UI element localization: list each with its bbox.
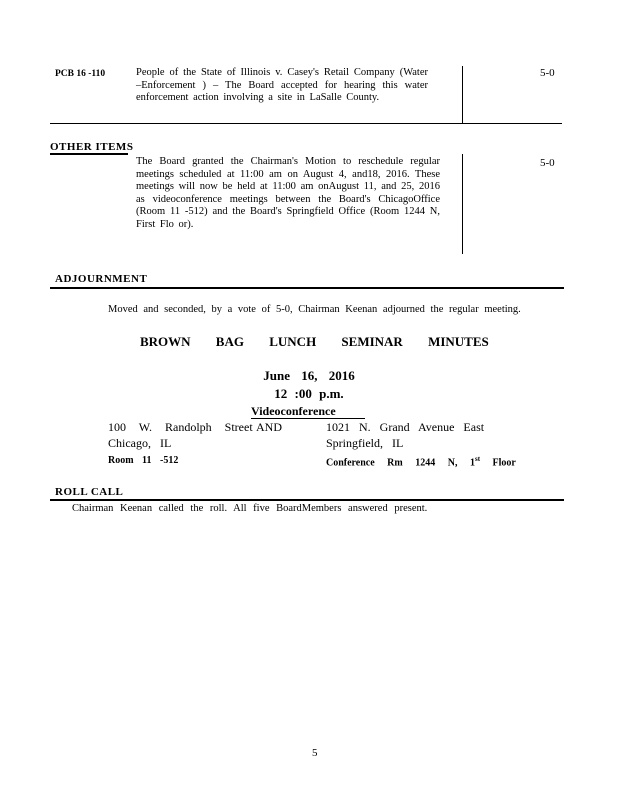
roll-call-heading-text: ROLL CALL	[55, 486, 124, 498]
other-items-column-divider	[462, 154, 463, 254]
seminar-right-room-prefix: Conference Rm 1244 N, 1	[326, 457, 475, 469]
seminar-title: BROWN BAG LUNCH SEMINAR MINUTES	[140, 334, 489, 349]
seminar-left-room: Room 11 -512	[108, 455, 179, 466]
case-number: PCB 16 -110	[55, 69, 106, 79]
seminar-time: 12 :00 p.m.	[274, 386, 344, 401]
case-vote: 5-0	[540, 67, 555, 79]
adjournment-rule	[50, 287, 564, 289]
seminar-left-city: Chicago, IL	[108, 436, 172, 450]
seminar-format-underline	[251, 418, 365, 419]
case-bottom-rule	[50, 123, 562, 124]
other-items-rule	[50, 153, 128, 155]
seminar-right-city: Springfield, IL	[326, 436, 404, 450]
seminar-right-address: 1021 N. Grand Avenue East	[326, 420, 485, 434]
seminar-date: June 16, 2016	[263, 368, 355, 383]
seminar-left-address: 100 W. Randolph Street	[108, 420, 253, 434]
seminar-and: AND	[256, 420, 282, 434]
adjournment-heading	[55, 273, 147, 285]
other-items-description: The Board granted the Chairman's Motion to reschedule regular meetings scheduled at 11:00 am on August 4, and18, 2016. These meetings will now be held at 11:00 am onAugust 11, and 25, 2016 as videoconference meetings between the Board's ChicagoOffice (Room 11 -512) and the Board's Springfield Office (Room 1244 N, First Flo or).	[136, 156, 440, 230]
other-items-heading	[50, 141, 133, 153]
page-number: 5	[312, 747, 318, 759]
seminar-right-room-sup: st	[474, 455, 481, 463]
roll-call-heading	[55, 486, 123, 498]
seminar-right-room-suffix: Floor	[492, 457, 516, 469]
adjournment-heading-text: ADJOURNMENT	[55, 273, 148, 285]
case-column-divider	[462, 66, 463, 124]
other-items-vote: 5-0	[540, 157, 555, 169]
adjournment-text: Moved and seconded, by a vote of 5-0, Chairman Keenan adjourned the regular meeting.	[108, 304, 521, 315]
case-description: People of the State of Illinois v. Casey's Retail Company (Water –Enforcement ) – The Board accepted for hearing this water enforcement action involving a site in LaSalle County.	[136, 67, 428, 103]
other-items-heading-text: OTHER ITEMS	[50, 141, 134, 153]
roll-call-rule	[50, 499, 564, 501]
seminar-format: Videoconference	[251, 404, 336, 418]
roll-call-text: Chairman Keenan called the roll. All five BoardMembers answered present.	[72, 503, 428, 514]
seminar-right-room	[326, 455, 516, 468]
